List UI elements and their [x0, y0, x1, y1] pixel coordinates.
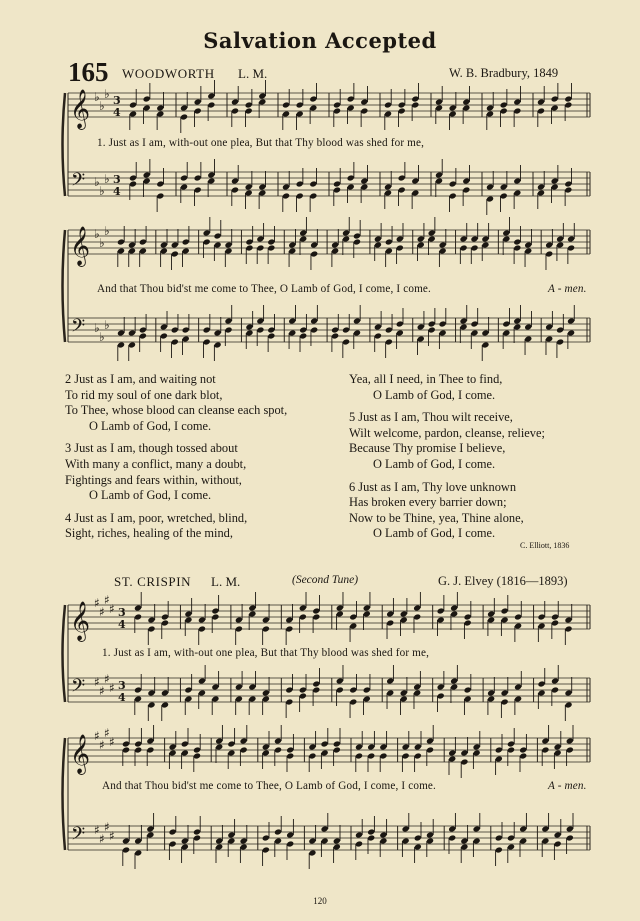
- verse-line: Fightings and fears within, without,: [65, 472, 242, 487]
- bass-clef-icon: 𝄢: [71, 170, 86, 195]
- tune-name-st-crispin: ST. CRISPIN: [114, 574, 192, 589]
- verse-line: O Lamb of God, I come.: [89, 488, 212, 503]
- verse-line: To rid my soul of one dark blot,: [65, 387, 223, 402]
- verse-line: Now to be Thine, yea, Thine alone,: [349, 510, 524, 525]
- key-signature-icon: ♯: [99, 684, 105, 698]
- verse-line: Wilt welcome, pardon, cleanse, relieve;: [349, 425, 545, 440]
- key-signature-icon: ♯: [99, 605, 105, 619]
- key-signature-icon: ♯: [104, 726, 110, 740]
- tune-name-woodworth: WOODWORTH: [122, 66, 215, 81]
- composer-st-crispin: G. J. Elvey (1816—1893): [438, 574, 568, 588]
- key-signature-icon: ♯: [109, 602, 115, 616]
- key-signature-icon: ♭: [104, 318, 110, 332]
- author-credit: C. Elliott, 1836: [520, 541, 570, 550]
- time-signature: 4: [113, 185, 121, 198]
- key-signature-icon: ♭: [94, 175, 100, 189]
- key-signature-icon: ♭: [99, 184, 105, 198]
- time-signature: 3: [118, 606, 126, 619]
- time-signature: 4: [118, 691, 126, 704]
- tune-meter-woodworth: L. M.: [238, 66, 268, 81]
- time-signature: 4: [118, 618, 126, 631]
- key-signature-icon: ♯: [104, 672, 110, 686]
- key-signature-icon: ♭: [99, 330, 105, 344]
- key-signature-icon: ♭: [94, 227, 100, 241]
- amen-st-crispin: A - men.: [548, 780, 587, 792]
- key-signature-icon: ♭: [104, 172, 110, 186]
- verse-line: 5 Just as I am, Thou wilt receive,: [349, 410, 513, 425]
- lyric-line-woodworth-2: And that Thou bid'st me come to Thee, O Lamb of God, I come, I come.: [97, 283, 431, 295]
- brace: [63, 605, 66, 702]
- verse-line: Yea, all I need, in Thee to find,: [349, 372, 503, 386]
- brace: [63, 93, 66, 196]
- verses-left-column: [65, 372, 287, 542]
- page-number: 120: [313, 896, 327, 906]
- hymn-number: 165: [68, 57, 109, 87]
- key-signature-icon: ♯: [109, 829, 115, 843]
- music-system-st-crispin-2: [60, 728, 600, 868]
- brace: [63, 230, 66, 342]
- key-signature-icon: ♯: [104, 593, 110, 607]
- key-signature-icon: ♯: [109, 735, 115, 749]
- key-signature-icon: ♭: [99, 236, 105, 250]
- verse-line: Sight, riches, healing of the mind,: [65, 526, 233, 541]
- lyric-line-st-crispin-2: And that Thou bid'st me come to Thee, O Lamb of God, I come, I come.: [102, 780, 436, 792]
- key-signature-icon: ♭: [104, 87, 110, 101]
- time-signature: 3: [118, 679, 126, 692]
- verse-line: Because Thy promise I believe,: [349, 441, 506, 456]
- key-signature-icon: ♭: [94, 321, 100, 335]
- verse-line: To Thee, whose blood can cleanse each spot,: [65, 403, 288, 418]
- key-signature-icon: ♯: [94, 596, 100, 610]
- treble-clef-icon: 𝄞: [70, 226, 91, 266]
- treble-clef-icon: 𝄞: [70, 601, 91, 641]
- key-signature-icon: ♯: [104, 820, 110, 834]
- key-signature-icon: ♯: [99, 832, 105, 846]
- bass-clef-icon: 𝄢: [71, 676, 86, 701]
- treble-clef-icon: 𝄞: [70, 89, 91, 129]
- verse-line: O Lamb of God, I come.: [373, 456, 496, 471]
- lyric-line-st-crispin-1: 1. Just as I am, with-out one plea, But that Thy blood was shed for me,: [102, 647, 430, 659]
- tune-subtitle-st-crispin: (Second Tune): [292, 574, 359, 586]
- verse-line: Has broken every barrier down;: [349, 495, 507, 510]
- bass-clef-icon: 𝄢: [71, 316, 86, 341]
- key-signature-icon: ♯: [94, 675, 100, 689]
- page-title: Salvation Accepted: [203, 28, 437, 53]
- composer-woodworth: W. B. Bradbury, 1849: [449, 66, 559, 80]
- key-signature-icon: ♭: [94, 90, 100, 104]
- lyric-line-woodworth-1: 1. Just as I am, with-out one plea, But that Thy blood was shed for me,: [97, 137, 425, 149]
- verse-line: O Lamb of God, I come.: [89, 418, 212, 433]
- key-signature-icon: ♯: [94, 729, 100, 743]
- key-signature-icon: ♯: [94, 823, 100, 837]
- time-signature: 3: [113, 94, 121, 107]
- verse-line: With many a conflict, many a doubt,: [65, 456, 247, 471]
- verse-line: 6 Just as I am, Thy love unknown: [349, 479, 517, 494]
- key-signature-icon: ♭: [99, 99, 105, 113]
- verse-line: O Lamb of God, I come.: [373, 526, 496, 541]
- time-signature: 3: [113, 173, 121, 186]
- verse-line: O Lamb of God, I come.: [373, 387, 496, 402]
- amen-woodworth: A - men.: [548, 283, 587, 295]
- verse-line: 2 Just as I am, and waiting not: [65, 372, 216, 386]
- key-signature-icon: ♭: [104, 224, 110, 238]
- verse-line: 4 Just as I am, poor, wretched, blind,: [65, 510, 248, 525]
- tune-meter-st-crispin: L. M.: [211, 574, 241, 589]
- time-signature: 4: [113, 106, 121, 119]
- key-signature-icon: ♯: [99, 738, 105, 752]
- brace: [63, 738, 66, 850]
- verse-line: 3 Just as I am, though tossed about: [65, 441, 238, 456]
- verses-right-column: [349, 372, 545, 542]
- bass-clef-icon: 𝄢: [71, 824, 86, 849]
- key-signature-icon: ♯: [109, 681, 115, 695]
- treble-clef-icon: 𝄞: [70, 734, 91, 774]
